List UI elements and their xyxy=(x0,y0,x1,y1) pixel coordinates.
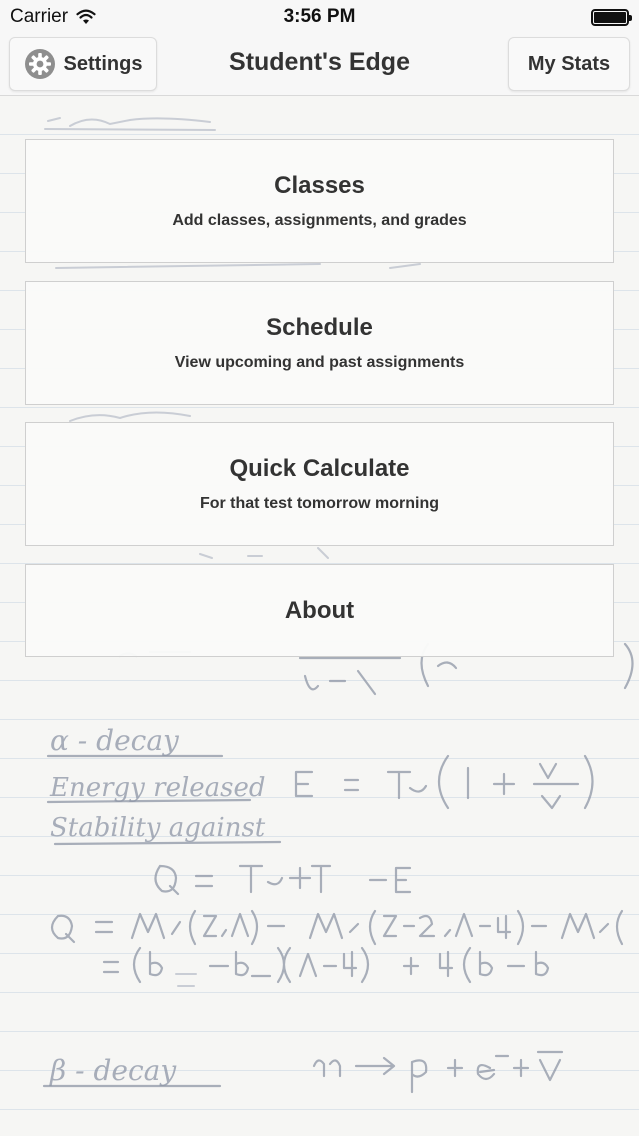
navigation-bar xyxy=(0,34,639,96)
classes-subtitle: Add classes, assignments, and grades xyxy=(172,212,467,229)
carrier-label: Carrier xyxy=(10,6,69,27)
status-bar xyxy=(0,0,639,34)
schedule-title: Schedule xyxy=(266,314,373,341)
app-title: Student's Edge xyxy=(229,48,410,76)
status-left xyxy=(10,6,96,28)
status-time: 3:56 PM xyxy=(283,6,356,27)
energy-released-label: Energy released xyxy=(50,773,266,803)
schedule-card[interactable] xyxy=(25,281,614,405)
my-stats-button[interactable] xyxy=(508,37,630,91)
classes-title: Classes xyxy=(274,172,365,199)
about-card[interactable] xyxy=(25,564,614,657)
alpha-decay-heading: α - decay xyxy=(50,724,179,757)
quick-calculate-subtitle: For that test tomorrow morning xyxy=(199,495,440,512)
classes-card[interactable] xyxy=(25,139,614,263)
schedule-subtitle: View upcoming and past assignments xyxy=(174,354,465,371)
battery-level xyxy=(594,12,626,23)
battery-full-icon xyxy=(591,9,629,26)
beta-decay-heading: β - decay xyxy=(50,1054,177,1087)
settings-button-label: Settings xyxy=(63,52,143,75)
wifi-icon xyxy=(76,9,96,25)
about-title: About xyxy=(284,596,355,624)
stability-against-label: Stability against xyxy=(50,813,266,843)
quick-calculate-card[interactable] xyxy=(25,422,614,546)
my-stats-button-label: My Stats xyxy=(527,52,611,75)
quick-calculate-title: Quick Calculate xyxy=(229,455,410,482)
